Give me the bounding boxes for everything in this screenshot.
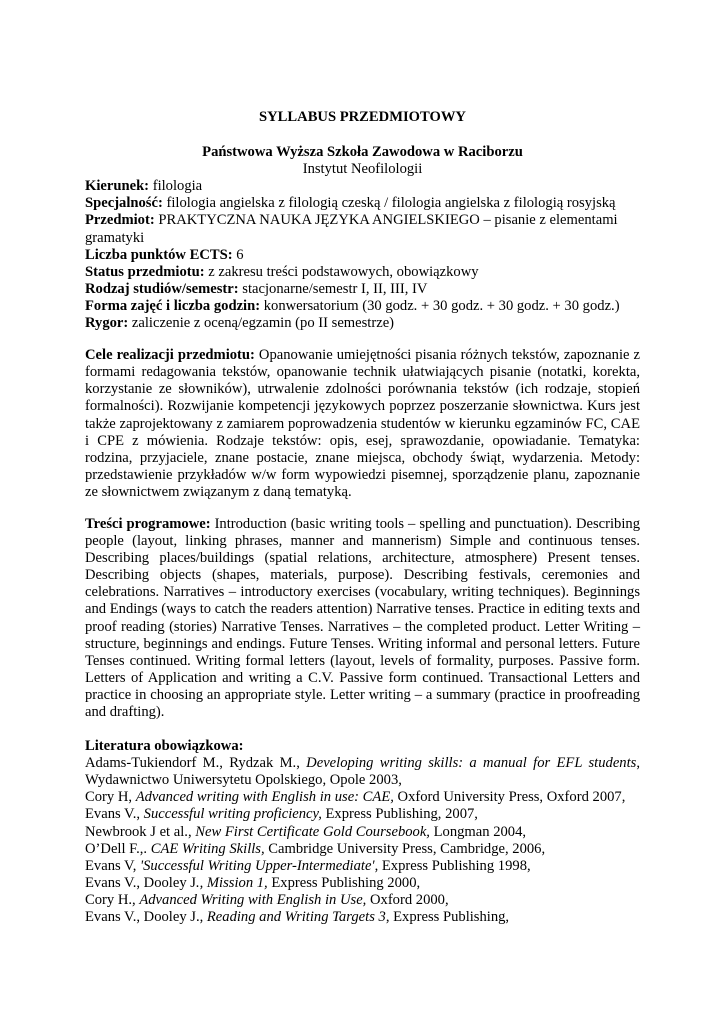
literature-publisher: , Wydawnictwo Uniwersytetu Opolskiego, Opole 2003, bbox=[85, 755, 640, 789]
literature-author: Evans V., bbox=[85, 806, 144, 823]
document-title: SYLLABUS PRZEDMIOTOWY bbox=[259, 109, 466, 125]
literature-author: Adams-Tukiendorf M., Rydzak M., bbox=[85, 755, 307, 772]
literature-publisher: , Express Publishing, bbox=[385, 909, 510, 926]
meta-value: konwersatorium (30 godz. + 30 godz. + 30 godz. + 30 godz.) bbox=[260, 297, 620, 314]
literature-publisher: Oxford University Press, Oxford 2007, bbox=[393, 789, 626, 806]
meta-field-kierunek bbox=[85, 178, 640, 195]
literature-title: 'Successful Writing Upper-Intermediate' bbox=[140, 857, 375, 874]
literature-item bbox=[85, 824, 640, 841]
literature-item bbox=[85, 841, 640, 858]
meta-label: Rodzaj studiów/semestr: bbox=[85, 280, 239, 297]
meta-value: zaliczenie z oceną/egzamin (po II semestrze) bbox=[128, 315, 395, 332]
literature-publisher: Oxford 2000, bbox=[366, 891, 449, 908]
meta-label: Rygor: bbox=[85, 315, 129, 332]
meta-value: 6 bbox=[232, 246, 244, 263]
program-text: Introduction (basic writing tools – spelling and punctuation). Describing people (layout, linking phrases, manner and mannerism) Simple and continuous tenses. Describing places/buildings (spatial relations, architecture, atmosphere) Present tenses. Describing objects (shapes, materials, purpose). Describing festivals, ceremonies and celebrations. Narratives – introductory exercises (vocabulary, writing techniques). Beginnings and Endings (ways to catch the readers attention) Narrative tenses. Practice in editing texts and proof reading (stories) Narrative Tenses. Narratives – the completed product. Letter Writing – structure, beginnings and endings. Future Tenses. Writing informal and personal letters. Future Tenses continued. Writing formal letters (layout, levels of formality, purposes. Passive form. Letters of Application and writing a C.V. Passive form continued. Transactional Letters and practice in choosing an appropriate style. Letter writing – a summary (practice in proofreading and drafting). bbox=[85, 515, 640, 720]
literature-author: Evans V, bbox=[85, 857, 141, 874]
literature-title: Developing writing skills: a manual for EFL students bbox=[306, 755, 637, 772]
meta-field-specjalnosc bbox=[85, 195, 640, 212]
literature-publisher: Longman 2004, bbox=[429, 823, 527, 840]
meta-label: Specjalność: bbox=[85, 195, 163, 212]
goals-paragraph bbox=[85, 347, 640, 501]
meta-field-status bbox=[85, 264, 640, 281]
literature-item bbox=[85, 858, 640, 875]
meta-label: Kierunek: bbox=[85, 178, 150, 195]
literature-heading: Literatura obowiązkowa: bbox=[85, 738, 244, 755]
literature-publisher: , Express Publishing 1998, bbox=[374, 857, 531, 874]
meta-label: Przedmiot: bbox=[85, 212, 155, 229]
meta-field-przedmiot bbox=[85, 212, 640, 246]
literature-author: Evans V., Dooley J bbox=[85, 874, 196, 891]
literature-author: Cory H., bbox=[85, 891, 140, 908]
meta-value: PRAKTYCZNA NAUKA JĘZYKA ANGIELSKIEGO – pisanie z elementami gramatyki bbox=[85, 212, 618, 246]
literature-item bbox=[85, 892, 640, 909]
institute-name: Instytut Neofilologii bbox=[302, 161, 423, 178]
meta-block bbox=[85, 178, 640, 332]
literature-item bbox=[85, 789, 640, 806]
literature-item bbox=[85, 909, 640, 926]
goals-label: Cele realizacji przedmiotu: bbox=[85, 347, 255, 364]
literature-title: Successful writing proficiency, bbox=[143, 806, 322, 823]
meta-field-forma-zajec bbox=[85, 298, 640, 315]
literature-title: Advanced Writing with English in Use, bbox=[139, 891, 367, 908]
literature-title: Reading and Writing Targets 3 bbox=[206, 909, 386, 926]
literature-item bbox=[85, 806, 640, 823]
literature-title: Advanced writing with English in use: CAE, bbox=[135, 789, 394, 806]
literature-publisher: Cambridge University Press, Cambridge, 2006, bbox=[264, 840, 546, 857]
meta-label: Status przedmiotu: bbox=[85, 263, 205, 280]
program-paragraph bbox=[85, 516, 640, 721]
literature-author: O’Dell F.,. bbox=[85, 840, 151, 857]
meta-field-rodzaj-studiow bbox=[85, 281, 640, 298]
literature-publisher: Express Publishing, 2007, bbox=[321, 806, 478, 823]
literature-author: Cory H, bbox=[85, 789, 136, 806]
literature-author: Evans V., Dooley J., bbox=[85, 909, 207, 926]
literature-publisher: Express Publishing 2000, bbox=[267, 874, 421, 891]
meta-value: stacjonarne/semestr I, II, III, IV bbox=[238, 280, 428, 297]
meta-value: filologia angielska z filologią czeską / filologia angielska z filologią rosyjską bbox=[162, 195, 616, 212]
institution-name: Państwowa Wyższa Szkoła Zawodowa w Raciborzu bbox=[202, 144, 523, 161]
literature-author: Newbrook J et al., bbox=[85, 823, 196, 840]
literature-item bbox=[85, 875, 640, 892]
literature-title: CAE Writing Skills, bbox=[150, 840, 265, 857]
meta-label: Liczba punktów ECTS: bbox=[85, 246, 233, 263]
literature-list bbox=[85, 755, 640, 926]
literature-title: New First Certificate Gold Coursebook, bbox=[195, 823, 430, 840]
meta-value: filologia bbox=[149, 178, 203, 195]
goals-text: Opanowanie umiejętności pisania różnych tekstów, zapoznanie z formami redagowania tekstów, opanowanie technik ułatwiających pisanie (notatki, korekta, korzystanie ze słowników), utrwalenie zdolności porównania tekstów (ich rodzaje, stopień formalności). Rozwijanie kompetencji językowych poprzez poszerzanie słownictwa. Kurs jest także zaprojektowany z zamiarem poprowadzenia studentów w kierunku egzaminów FC, CAE i CPE z mówienia. Rodzaje tekstów: opis, esej, sprawozdanie, opowiadanie. Tematyka: rodzina, przyjaciele, znane postacie, znane miejsca, obchody świąt, wydarzenia. Metody: przedstawienie przykładów w/w form wypowiedzi pisemnej, sporządzenie planu, zapoznanie ze słownictwem związanym z daną tematyką. bbox=[85, 347, 640, 500]
literature-title: ., Mission 1, bbox=[195, 874, 268, 891]
meta-label: Forma zajęć i liczba godzin: bbox=[85, 297, 261, 314]
meta-field-rygor bbox=[85, 315, 640, 332]
program-label: Treści programowe: bbox=[85, 515, 211, 532]
meta-field-ects bbox=[85, 247, 640, 264]
syllabus-page bbox=[85, 109, 640, 926]
literature-item bbox=[85, 755, 640, 789]
meta-value: z zakresu treści podstawowych, obowiązkowy bbox=[204, 263, 479, 280]
